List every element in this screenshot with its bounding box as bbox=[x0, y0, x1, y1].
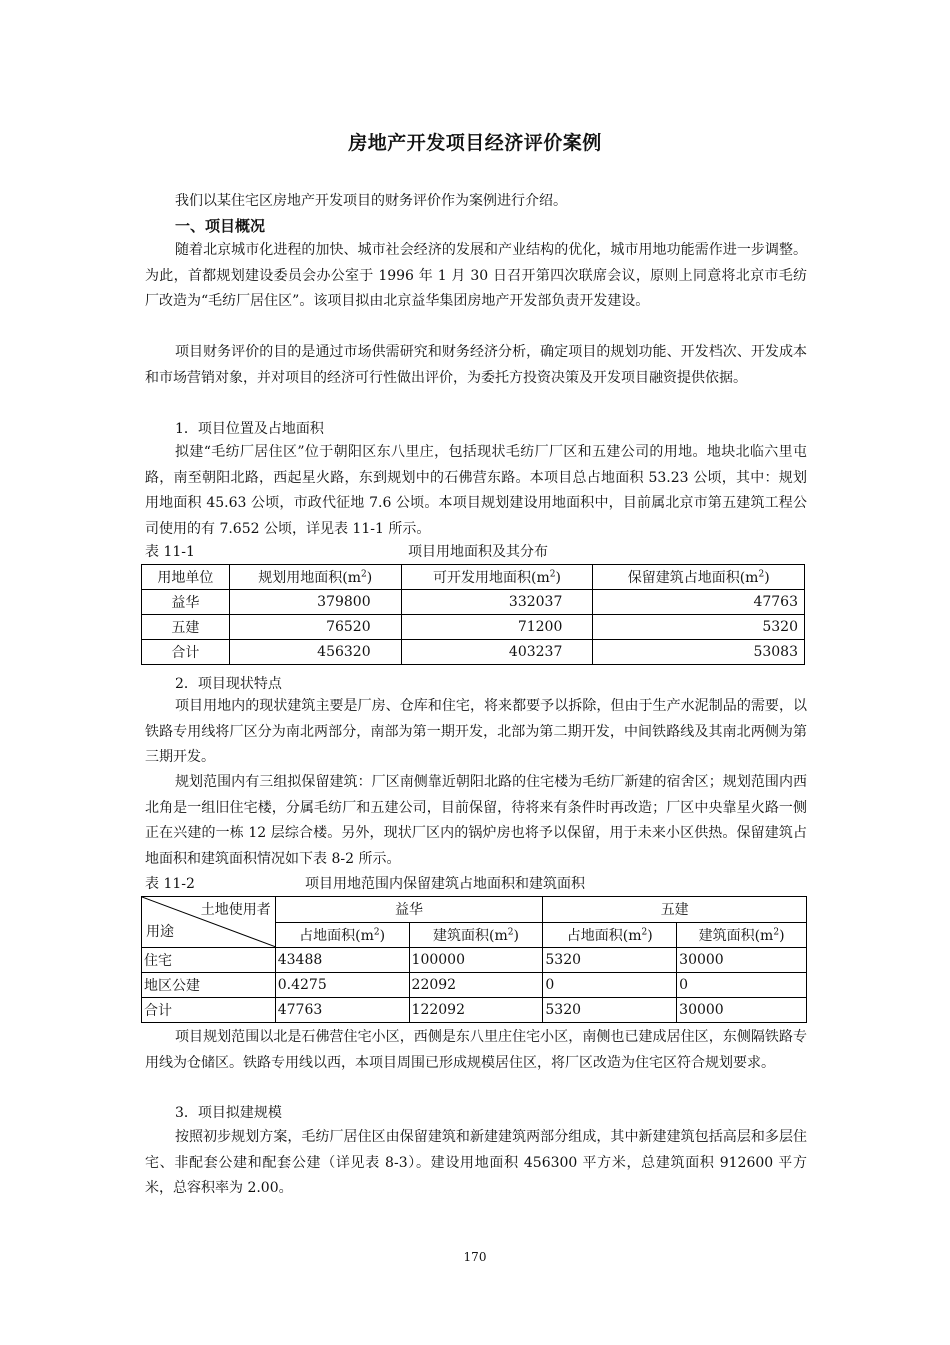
table-cell: 22092 bbox=[409, 973, 543, 998]
page-number: 170 bbox=[463, 1250, 487, 1264]
retained-buildings-table bbox=[141, 896, 807, 1023]
table-cell: 47763 bbox=[275, 998, 409, 1023]
subheader-land-area: 占地面积$(m^2)$ bbox=[275, 922, 409, 948]
table-cell: 71200 bbox=[401, 615, 593, 640]
table-cell: 47763 bbox=[593, 590, 805, 615]
table-row bbox=[142, 640, 805, 665]
corner-bottom-label: 用途 bbox=[146, 924, 174, 940]
table-row bbox=[142, 615, 805, 640]
table-cell: 76520 bbox=[229, 615, 401, 640]
subheader-floor-area: 建筑面积$(m^2)$ bbox=[409, 922, 543, 948]
paragraph-background: 随着北京城市化进程的加快、城市社会经济的发展和产业结构的优化，城市用地功能需作进一步调整。为此，首都规划建设委员会办公室于 1996 年 1 月 30 日召开第四次联席会议，原则上同意将北京市毛纺厂改造为“毛纺厂居住区”。该项目拟由北京益华集团房地产开发部负责开发建设。 bbox=[145, 242, 807, 309]
header-unit: 用地单位 bbox=[142, 565, 230, 590]
header-developable-area: 可开发用地面积$(m^2)$ bbox=[401, 565, 593, 590]
group-header-wujian: 五建 bbox=[543, 897, 807, 923]
table1-title: 项目用地面积及其分布 bbox=[408, 544, 548, 560]
paragraph-location: 拟建“毛纺厂居住区”位于朝阳区东八里庄，包括现状毛纺厂厂区和五建公司的用地。地块北临六里屯路，南至朝阳北路，西起星火路，东到规划中的石佛营东路。本项目总占地面积 53.23 公顷，其中：规划用地面积 45.63 公顷，市政代征地 7.6 公顷。本项目规划建设用地面积中，目前属北京市第五建筑工程公司使用的有 7.652 公顷，详见表 11-1 所示。 bbox=[145, 444, 807, 537]
table-cell: 益华 bbox=[142, 590, 230, 615]
table-corner-cell bbox=[142, 897, 276, 948]
group-header-yihua: 益华 bbox=[275, 897, 543, 923]
paragraph-retained-buildings: 规划范围内有三组拟保留建筑：厂区南侧靠近朝阳北路的住宅楼为毛纺厂新建的宿舍区；规划范围内西北角是一组旧住宅楼，分属毛纺厂和五建公司，目前保留，待将来有条件时再改造；厂区中央靠星火路一侧正在兴建的一栋 12 层综合楼。另外，现状厂区内的锅炉房也将予以保留，用于未来小区供热。保留建筑占地面积和建筑面积情况如下表 8-2 所示。 bbox=[145, 774, 807, 867]
table2-caption bbox=[145, 873, 807, 893]
table-group-header-row bbox=[142, 897, 807, 923]
table-row bbox=[142, 998, 807, 1023]
section-heading-overview: 一、项目概况 bbox=[175, 217, 266, 235]
paragraph-surroundings: 项目规划范围以北是石佛营住宅小区，西侧是东八里庄住宅小区，南侧也已建成居住区，东侧隔铁路专用线为仓储区。铁路专用线以西，本项目周围已形成规模居住区，将厂区改造为住宅区符合规划要求。 bbox=[145, 1029, 807, 1071]
table-cell: 5320 bbox=[543, 998, 677, 1023]
table-cell: 332037 bbox=[401, 590, 593, 615]
table-cell: 100000 bbox=[409, 948, 543, 973]
table-row bbox=[142, 590, 805, 615]
subheading-location: 1．项目位置及占地面积 bbox=[175, 421, 324, 437]
table-cell: 住宅 bbox=[142, 948, 276, 973]
table-header-row bbox=[142, 565, 805, 590]
table-cell: 0 bbox=[677, 973, 807, 998]
paragraph-current-status: 项目用地内的现状建筑主要是厂房、仓库和住宅，将来都要予以拆除，但由于生产水泥制品的需要，以铁路专用线将厂区分为南北两部分，南部为第一期开发，北部为第二期开发，中间铁路线及其南北两侧为第三期开发。 bbox=[145, 698, 807, 765]
table-row bbox=[142, 973, 807, 998]
table-cell: 30000 bbox=[677, 998, 807, 1023]
table-cell: 合计 bbox=[142, 998, 276, 1023]
table1-number: 表 11-1 bbox=[145, 544, 195, 560]
subheading-scale: 3．项目拟建规模 bbox=[175, 1105, 282, 1121]
table-cell: 456320 bbox=[229, 640, 401, 665]
table-cell: 30000 bbox=[677, 948, 807, 973]
table-cell: 合计 bbox=[142, 640, 230, 665]
intro-paragraph: 我们以某住宅区房地产开发项目的财务评价作为案例进行介绍。 bbox=[175, 193, 567, 209]
page-title: 房地产开发项目经济评价案例 bbox=[348, 132, 602, 154]
table-cell: 122092 bbox=[409, 998, 543, 1023]
subheading-current-status: 2．项目现状特点 bbox=[175, 676, 282, 692]
table-cell: 5320 bbox=[543, 948, 677, 973]
table-cell: 0 bbox=[543, 973, 677, 998]
table-cell: 403237 bbox=[401, 640, 593, 665]
paragraph-scale: 按照初步规划方案，毛纺厂居住区由保留建筑和新建建筑两部分组成，其中新建建筑包括高层和多层住宅、非配套公建和配套公建（详见表 8-3）。建设用地面积 456300 平方米，总建筑面积 912600 平方米，总容积率为 2.00。 bbox=[145, 1129, 807, 1196]
table-cell: 0.4275 bbox=[275, 973, 409, 998]
table-cell: 地区公建 bbox=[142, 973, 276, 998]
table1-caption bbox=[145, 541, 807, 561]
table-cell: 379800 bbox=[229, 590, 401, 615]
corner-top-label: 土地使用者 bbox=[200, 902, 271, 918]
paragraph-purpose: 项目财务评价的目的是通过市场供需研究和财务经济分析，确定项目的规划功能、开发档次、开发成本和市场营销对象，并对项目的经济可行性做出评价，为委托方投资决策及开发项目融资提供依据。 bbox=[145, 344, 807, 386]
table-cell: 五建 bbox=[142, 615, 230, 640]
table-cell: 5320 bbox=[593, 615, 805, 640]
land-area-table bbox=[141, 564, 805, 665]
header-retained-area: 保留建筑占地面积$(m^2)$ bbox=[593, 565, 805, 590]
table-cell: 43488 bbox=[275, 948, 409, 973]
table2-number: 表 11-2 bbox=[145, 876, 195, 892]
subheader-floor-area: 建筑面积$(m^2)$ bbox=[677, 922, 807, 948]
subheader-land-area: 占地面积$(m^2)$ bbox=[543, 922, 677, 948]
table-row bbox=[142, 948, 807, 973]
table-cell: 53083 bbox=[593, 640, 805, 665]
header-planned-area: 规划用地面积$(m^2)$ bbox=[229, 565, 401, 590]
table2-title: 项目用地范围内保留建筑占地面积和建筑面积 bbox=[305, 876, 585, 892]
